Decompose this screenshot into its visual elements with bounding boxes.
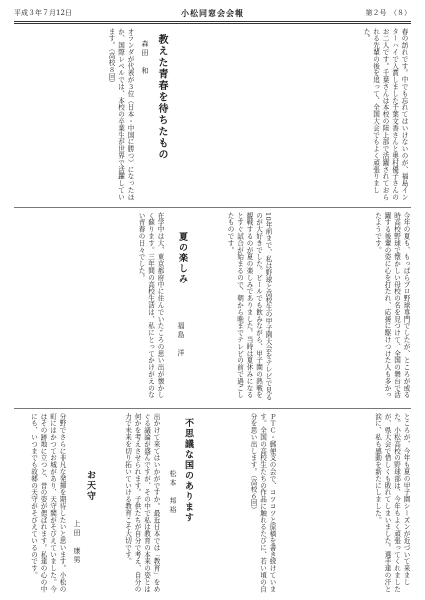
article4-title: お天守 xyxy=(85,470,95,502)
article5-body-right: 在学中は大、東京都府中に住んでいたころの思い出が懐かしく蘇ります。三年間の高校生活は、私にとってかけがえのない青春の日々でした。 xyxy=(137,212,164,399)
article3-title: 不思議な国のあります xyxy=(183,418,193,523)
band-divider-2 xyxy=(14,408,411,409)
article2-body-left: ところが、今年も夏の甲子園シーズンが近づいて来ました。小松高校の野球部は、今年もよく頑張ってくれましたが、県大会で惜しくも敗れてしまいました。選手達の汗と涙に、私も感動を新たにしました。 xyxy=(373,413,410,593)
band-divider-1 xyxy=(14,207,411,208)
article6-body: オランダが代表が３位（日本・中国に勝つ）になったほか、国際レベルでは、本校の卒業生が世界で活躍しています。（高校８回） xyxy=(107,28,134,201)
newsletter-title: 小松同窓会会報 xyxy=(181,8,244,18)
article5-author: 森田 和 xyxy=(141,40,149,76)
article2-body-right: 10年前まで、私は野球と高校生の甲子園大会をテレビで見るのが大好きでした。ビールでも飲みながら、甲子園の熱戦を観戦するのが夏の楽しみでありました。当時は夏休みになるとすぐ試合が始まるので、朝から晩までテレビの前で過ごしたものです。 xyxy=(226,212,272,401)
article1-body-right: 春の訪れです。中でも忘れてはいけないのが、福島インターハイで入賞しました千葉文香さんと奥村優子さんのお二人です。千葉さんは本校の陸上部で活躍されておられる先輩の後を追って、全国大会でもよく頑張りました。 xyxy=(362,28,408,201)
header-date: 平成３年７月12日 xyxy=(14,9,72,17)
article3-body: 出かけて来てはいかがですか。最近日本では「教育」をめぐる議論が盛んですが、その中で私は教育の本来の姿とは何かを考えさせられます。子供たちが自分で考え、自分の力で未来を切り拓いていける教育こそ大切です。 xyxy=(123,413,160,593)
article2-title: 夏の楽しみ xyxy=(177,232,187,285)
article3-author: 松本 邦裕 xyxy=(169,470,177,515)
article4-author: 上田 康男 xyxy=(73,520,81,565)
header-rule-2 xyxy=(14,23,411,24)
page-number: 第２号 （８） xyxy=(365,9,411,17)
article4-body: 分野でさらに非凡な発揮を期待したいと思います。小松の町にはかつてお城があり、天守閣がそびえていました。今はその跡地に立つと、昔の姿が偲ばれます。私達の心の中にも、いつまでも故郷の天守がそびえているのです。 xyxy=(29,413,66,593)
header-rule xyxy=(14,21,411,22)
article5-body-left: ＰＴＣ・郵便支の会で、コツコツと原稿を書き続けています。全国の高校生たちの作品に触れるたびに、若い頃の自分を思い出します。（高校６回） xyxy=(249,413,276,593)
article2-author: 福島 洋 xyxy=(177,322,185,358)
page-header xyxy=(14,8,411,20)
article5-title: 教えた青春を待ちたもの xyxy=(156,34,167,161)
article1-body-left: 今年の夏も、もっぱらプロ野球専門でしたが、ところが或る時高校野球で懐かしい母校の名を見つけて、全国の舞台で活躍する後輩の姿に心を打たれ、応援に駆けつけた人も多かったようです。 xyxy=(373,212,410,399)
